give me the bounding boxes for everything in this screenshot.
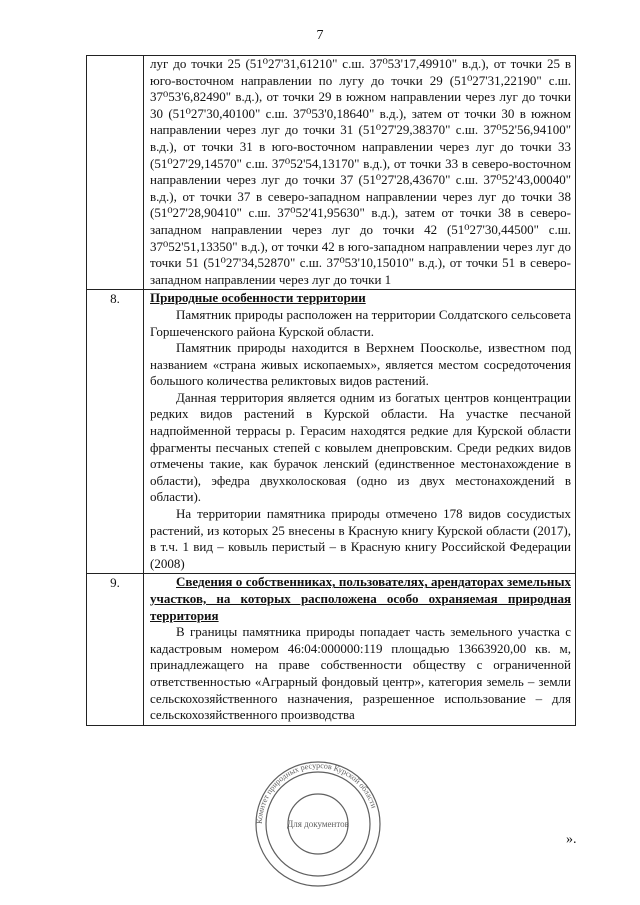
paragraph: Данная территория является одним из богатых центров концентрации редких видов растений в Курской области. На участке песчаной надпойменной террасы р. Герасим находятся редкие для Курской области фрагменты песчаных степей с ковылем днепровским. Среди редких видов отмечены такие, как бурачок ленский (единственное местонахождение в области), эфедра двухколосковая (одно из двух местонахождений в области).	[150, 389, 571, 505]
paragraph: В границы памятника природы попадает часть земельного участка с кадастровым номером 46:04:000000:119 площадью 13663920,00 кв. м, принадлежащего на праве собственности обществу с ограниченной ответственностью «Аграрный фондовый центр», категория земель – земли сельскохозяйственного назначения, разрешенное использование – для сельскохозяйственного производства	[150, 624, 571, 723]
paragraph: Памятник природы расположен на территории Солдатского сельсовета Горшеченского района Курской области.	[150, 306, 571, 339]
page-number: 7	[316, 28, 324, 43]
paragraph: Памятник природы находится в Верхнем Поосколье, известном под названием «страна живых ископаемых», является местом сосредоточения большого количества реликтовых видов растений.	[150, 340, 571, 389]
row-number: 9.	[87, 574, 144, 725]
section-heading: Сведения о собственниках, пользователях, арендаторах земельных участков, на которых расположена особо охраняемая природная территория	[150, 574, 571, 623]
row-number: 8.	[87, 290, 144, 574]
svg-text:Для документов: Для документов	[287, 819, 349, 829]
section-heading: Природные особенности территории	[150, 290, 366, 306]
row-number	[87, 56, 144, 290]
table-row	[87, 56, 576, 290]
closing-quote: ».	[566, 832, 577, 847]
row-content	[144, 290, 576, 574]
row-content	[144, 56, 576, 290]
row-content	[144, 574, 576, 725]
svg-text:Комитет природных ресурсов Кур: Комитет природных ресурсов Курской области	[254, 760, 379, 825]
content-table	[86, 55, 576, 726]
paragraph: На территории памятника природы отмечено 178 видов сосудистых растений, из которых 25 внесены в Красную книгу Курской области (2017), в т.ч. 1 вид – ковыль перистый – в Красную книгу Российской Федерации (2008)	[150, 506, 571, 571]
table-row	[87, 574, 576, 725]
table-row	[87, 290, 576, 574]
paragraph: луг до точки 25 (51⁰27'31,61210" с.ш. 37⁰53'17,49910" в.д.), от точки 25 в юго-восточном направлении по лугу до точки 29 (51⁰27'31,22190" с.ш. 37⁰53'6,82490" в.д.), от точки 29 в южном направлении через луг до точки 30 (51⁰27'30,40100" с.ш. 37⁰53'0,18640" в.д.), затем от точки 30 в южном направлении через луг до точки 31 (51⁰27'29,38370" с.ш. 37⁰52'56,94100" в.д.), от точки 31 в юго-восточном направлении через луг до точки 33 (51⁰27'29,14570" с.ш. 37⁰52'54,13170" в.д.), от точки 33 в северо-восточном направлении через луг до точки 37 (51⁰27'28,43670" с.ш. 37⁰52'43,00040" в.д.), от точки 37 в северо-западном направлении через луг до точки 38 (51⁰27'28,90410" с.ш. 37⁰52'41,95630" в.д.), затем от точки 38 в северо-западном направлении через луг до точки 42 (51⁰27'30,44500" с.ш. 37⁰52'51,13350" в.д.), от точки 42 в юго-западном направлении через луг до точки 51 (51⁰27'34,52870" с.ш. 37⁰53'10,15010" в.д.), от точки 51 в северо-западном направлении через луг до точки 1	[150, 56, 571, 287]
round-seal-stamp	[252, 758, 384, 890]
